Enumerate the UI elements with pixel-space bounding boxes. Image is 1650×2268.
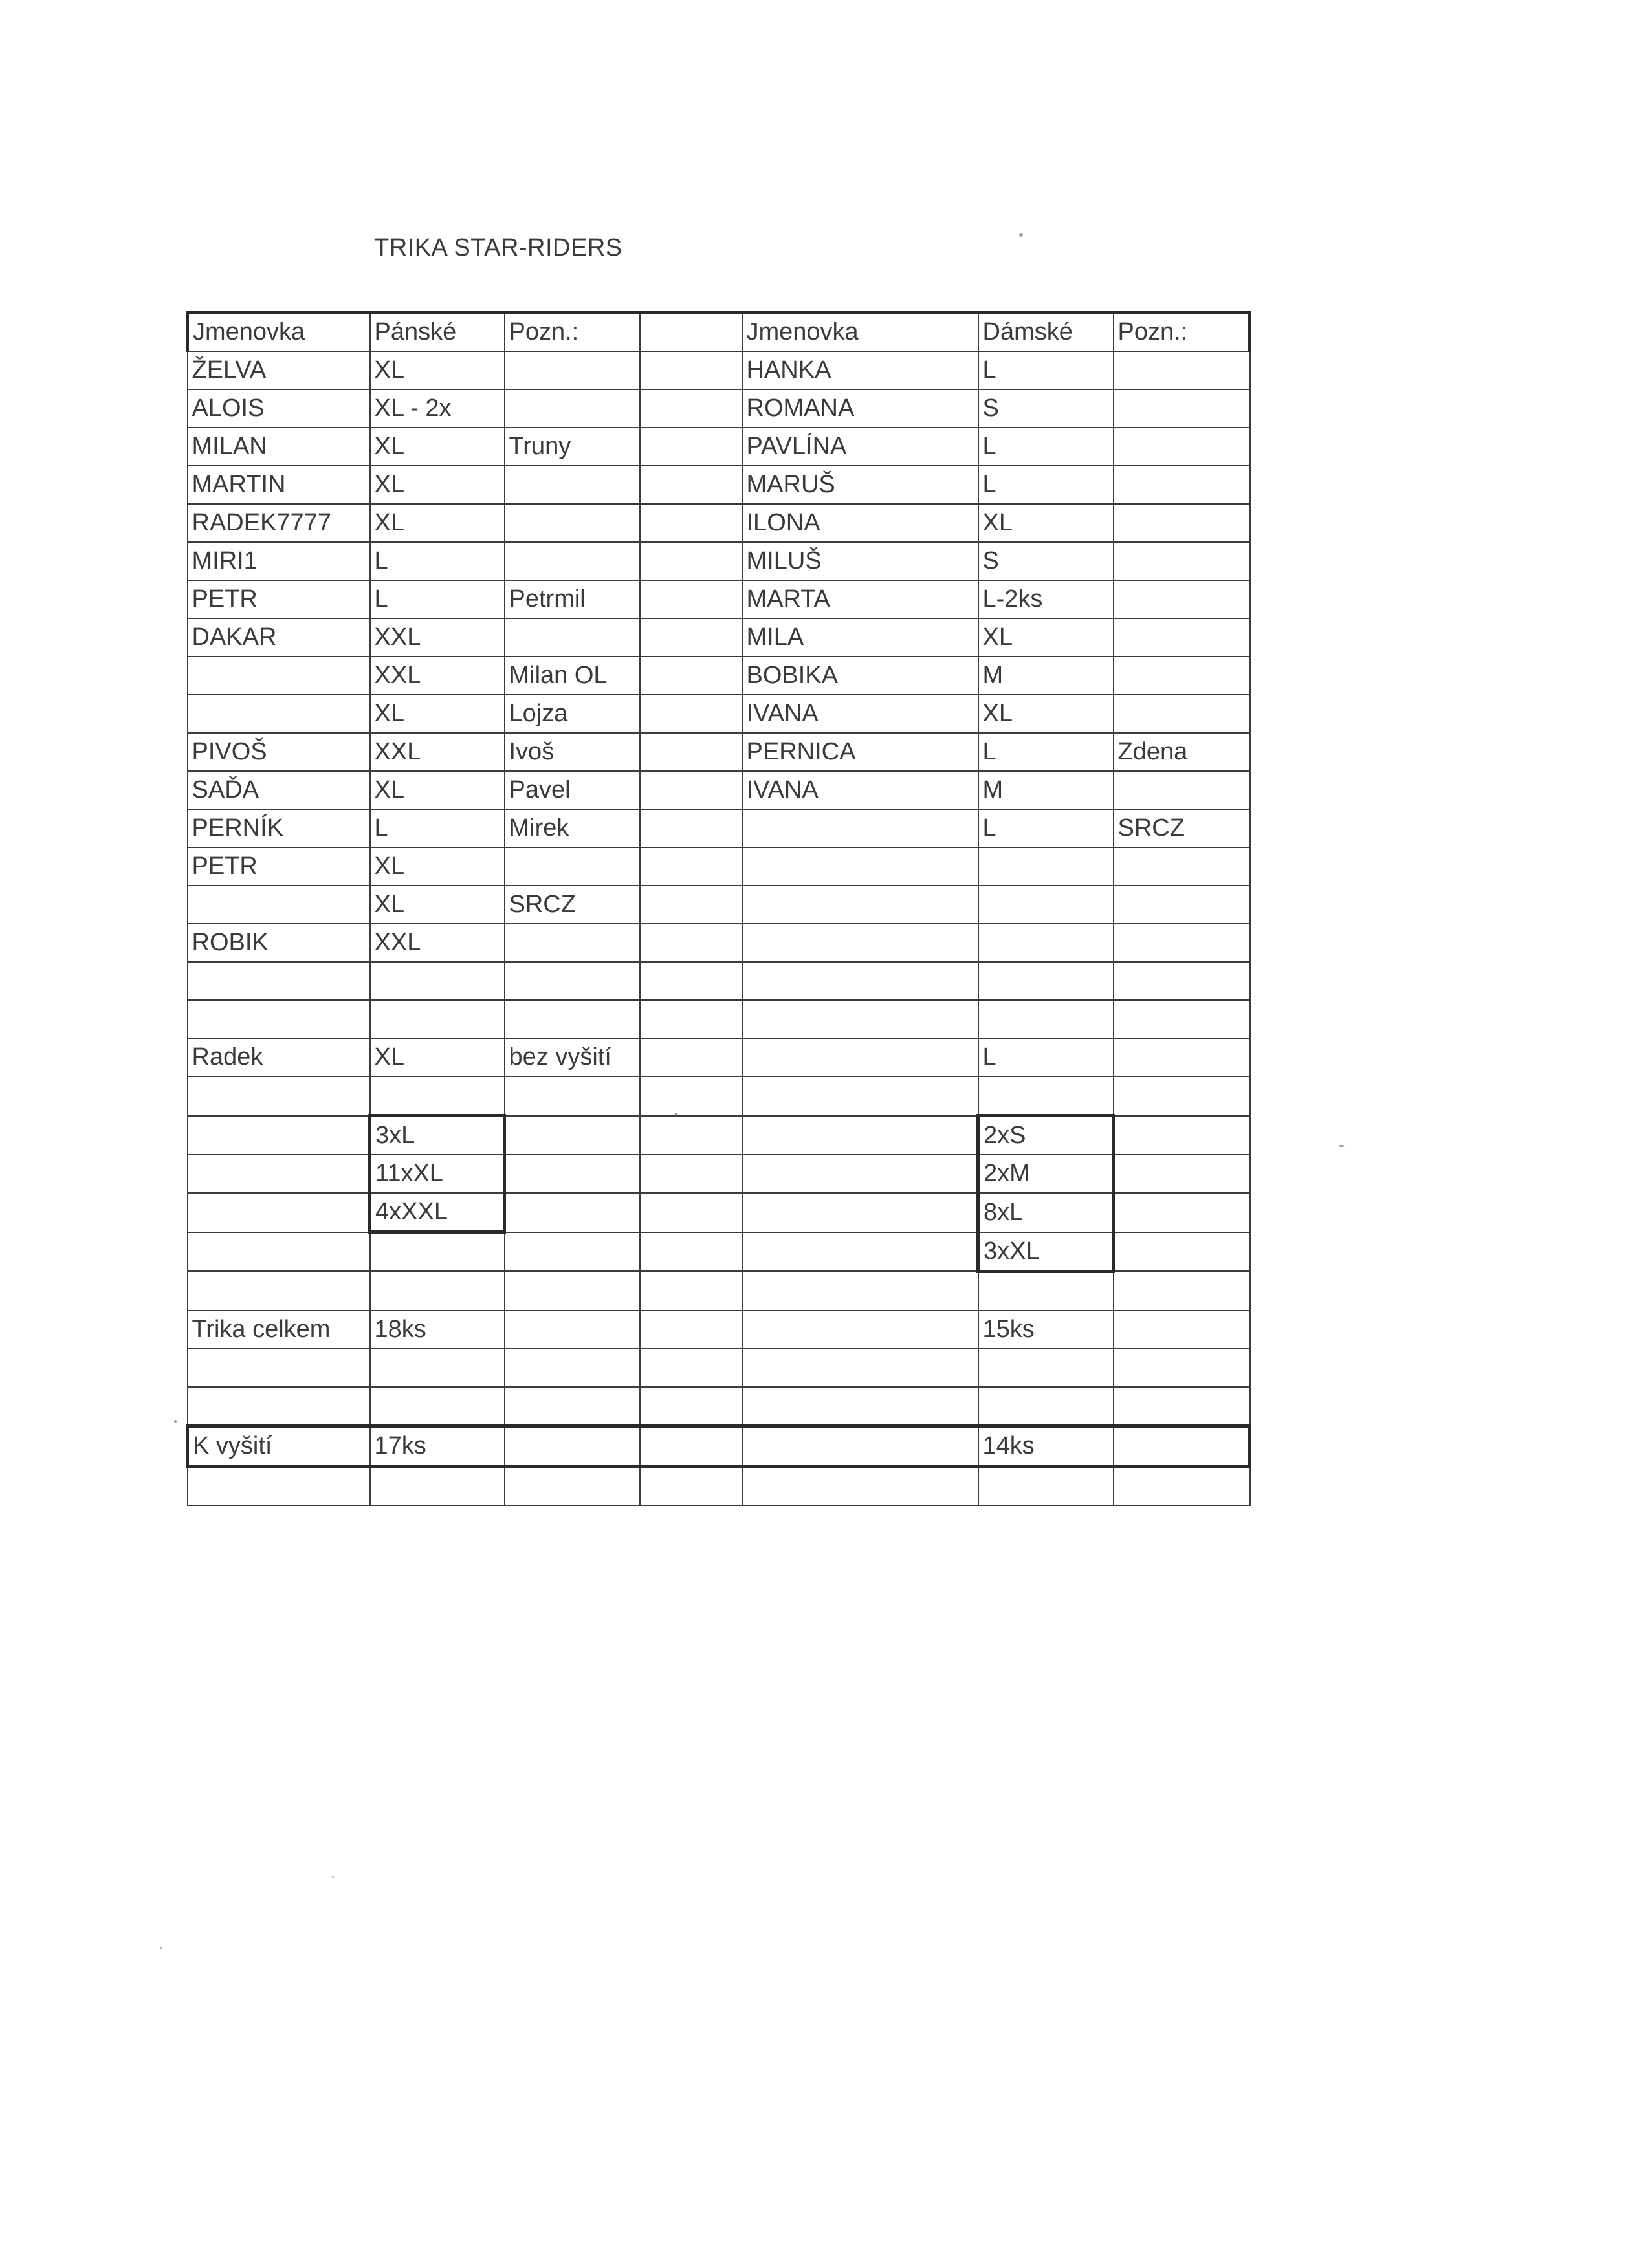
table-row xyxy=(188,542,1250,580)
table-cell xyxy=(505,1076,640,1116)
table-cell xyxy=(188,1193,370,1232)
table-cell xyxy=(640,886,742,924)
table-cell xyxy=(640,351,742,389)
table-cell xyxy=(188,1116,370,1155)
table-cell xyxy=(505,618,640,657)
header-cell: Dámské xyxy=(978,312,1114,352)
table-cell xyxy=(742,1349,978,1387)
table-cell xyxy=(978,1466,1114,1505)
table-cell xyxy=(640,1349,742,1387)
header-cell: Jmenovka xyxy=(188,312,370,352)
table-cell: XXL xyxy=(370,618,505,657)
table-cell xyxy=(640,962,742,1000)
table-cell: DAKAR xyxy=(188,618,370,657)
table-cell xyxy=(505,1349,640,1387)
table-cell: S xyxy=(978,542,1114,580)
table-cell xyxy=(188,962,370,1000)
table-cell: 2xS xyxy=(978,1116,1114,1155)
table-cell xyxy=(640,1311,742,1349)
table-cell xyxy=(742,886,978,924)
table-cell xyxy=(742,1232,978,1272)
table-cell xyxy=(742,1038,978,1076)
table-row xyxy=(188,1271,1250,1311)
table-row xyxy=(188,1000,1250,1038)
table-cell xyxy=(640,771,742,809)
table-cell: XL xyxy=(978,695,1114,733)
table-cell xyxy=(978,1000,1114,1038)
table-cell xyxy=(505,466,640,504)
table-cell xyxy=(640,1387,742,1426)
table-cell: K vyšití xyxy=(188,1426,370,1466)
table-cell: XL xyxy=(978,618,1114,657)
table-cell xyxy=(1114,1193,1250,1232)
table-cell: MARTA xyxy=(742,580,978,618)
table-cell xyxy=(640,809,742,847)
table-row xyxy=(188,1193,1250,1232)
table-cell xyxy=(1114,771,1250,809)
table-cell xyxy=(1114,351,1250,389)
header-cell xyxy=(640,312,742,352)
table-cell xyxy=(370,1000,505,1038)
table-row xyxy=(188,1116,1250,1155)
table-row xyxy=(188,504,1250,542)
table-cell: L xyxy=(370,809,505,847)
table-cell xyxy=(640,847,742,886)
table-cell xyxy=(1114,886,1250,924)
table-cell xyxy=(640,1038,742,1076)
table-cell xyxy=(370,1349,505,1387)
table-cell xyxy=(505,1466,640,1505)
table-cell: L xyxy=(978,466,1114,504)
table-cell: XXL xyxy=(370,657,505,695)
table-cell xyxy=(640,389,742,428)
table-cell xyxy=(1114,1311,1250,1349)
table-cell: XL xyxy=(370,428,505,466)
table-cell xyxy=(742,1426,978,1466)
table-row xyxy=(188,1232,1250,1272)
table-cell xyxy=(978,886,1114,924)
table-cell: Petrmil xyxy=(505,580,640,618)
table-cell xyxy=(505,1387,640,1426)
table-cell: ILONA xyxy=(742,504,978,542)
table-cell xyxy=(978,924,1114,962)
table-cell xyxy=(640,504,742,542)
table-cell xyxy=(742,1387,978,1426)
table-cell xyxy=(978,962,1114,1000)
table-cell: XL xyxy=(370,886,505,924)
table-cell xyxy=(1114,1426,1250,1466)
header-cell: Pánské xyxy=(370,312,505,352)
table-cell xyxy=(505,1271,640,1311)
table-cell: XL xyxy=(370,771,505,809)
table-cell xyxy=(370,1387,505,1426)
table-cell xyxy=(1114,466,1250,504)
table-cell: Zdena xyxy=(1114,733,1250,771)
table-cell: PETR xyxy=(188,580,370,618)
table-cell: L xyxy=(978,733,1114,771)
table-cell xyxy=(505,1116,640,1155)
table-cell: M xyxy=(978,771,1114,809)
table-cell xyxy=(1114,618,1250,657)
table-cell xyxy=(742,924,978,962)
table-cell xyxy=(640,1193,742,1232)
table-cell: MILUŠ xyxy=(742,542,978,580)
table-cell xyxy=(505,962,640,1000)
table-row xyxy=(188,1426,1250,1466)
table-cell: XXL xyxy=(370,924,505,962)
table-cell: Trika celkem xyxy=(188,1311,370,1349)
table-cell xyxy=(188,1155,370,1193)
table-cell xyxy=(640,542,742,580)
table-cell xyxy=(742,962,978,1000)
table-cell: Truny xyxy=(505,428,640,466)
scan-speck xyxy=(332,1876,334,1878)
table-cell: MILA xyxy=(742,618,978,657)
table-row xyxy=(188,618,1250,657)
table-cell xyxy=(505,1426,640,1466)
table-cell xyxy=(640,1466,742,1505)
table-cell xyxy=(505,924,640,962)
table-cell: PETR xyxy=(188,847,370,886)
table-cell xyxy=(188,1232,370,1272)
scan-speck xyxy=(1019,233,1023,237)
table-cell xyxy=(188,1000,370,1038)
table-cell xyxy=(370,962,505,1000)
table-cell xyxy=(742,847,978,886)
table-cell: IVANA xyxy=(742,695,978,733)
table-cell: L-2ks xyxy=(978,580,1114,618)
table-cell xyxy=(640,1000,742,1038)
table-cell: ROBIK xyxy=(188,924,370,962)
table-cell xyxy=(978,1349,1114,1387)
table-cell xyxy=(640,657,742,695)
table-cell xyxy=(505,1000,640,1038)
table-cell xyxy=(1114,542,1250,580)
table-row xyxy=(188,1311,1250,1349)
table-cell: MIRI1 xyxy=(188,542,370,580)
table-row xyxy=(188,733,1250,771)
table-cell xyxy=(640,1426,742,1466)
table-cell: SAĎA xyxy=(188,771,370,809)
table-cell: PIVOŠ xyxy=(188,733,370,771)
header-cell: Pozn.: xyxy=(1114,312,1250,352)
table-cell: MARTIN xyxy=(188,466,370,504)
table-cell: 14ks xyxy=(978,1426,1114,1466)
table-cell xyxy=(640,1232,742,1272)
table-cell: XXL xyxy=(370,733,505,771)
table-cell xyxy=(1114,695,1250,733)
table-cell xyxy=(640,1076,742,1116)
table-cell xyxy=(370,1466,505,1505)
table-cell xyxy=(978,1387,1114,1426)
table-row xyxy=(188,580,1250,618)
table-cell xyxy=(640,695,742,733)
table-cell: 3xL xyxy=(370,1116,505,1155)
table-cell xyxy=(505,389,640,428)
scan-speck xyxy=(160,1947,162,1949)
table-cell xyxy=(188,1466,370,1505)
table-cell xyxy=(742,1466,978,1505)
page-title: TRIKA STAR-RIDERS xyxy=(374,234,622,261)
table-cell xyxy=(1114,1076,1250,1116)
table-cell: Ivoš xyxy=(505,733,640,771)
table-cell xyxy=(505,1232,640,1272)
scan-speck xyxy=(675,1113,677,1115)
table-cell xyxy=(505,504,640,542)
table-cell xyxy=(978,847,1114,886)
table-cell xyxy=(742,1116,978,1155)
table-cell: XL xyxy=(370,1038,505,1076)
table-cell xyxy=(1114,504,1250,542)
table-cell: M xyxy=(978,657,1114,695)
table-cell: 4xXXL xyxy=(370,1193,505,1232)
table-row xyxy=(188,695,1250,733)
table-cell xyxy=(1114,1466,1250,1505)
table-cell: IVANA xyxy=(742,771,978,809)
table-row xyxy=(188,351,1250,389)
table-cell xyxy=(188,1387,370,1426)
table-cell xyxy=(505,351,640,389)
table-cell: SRCZ xyxy=(505,886,640,924)
table-cell xyxy=(1114,847,1250,886)
table-cell: XL xyxy=(978,504,1114,542)
table-cell xyxy=(640,1155,742,1193)
table-cell xyxy=(1114,657,1250,695)
table-cell xyxy=(188,1349,370,1387)
table-cell xyxy=(742,1000,978,1038)
table-cell: 3xXL xyxy=(978,1232,1114,1272)
table-cell: L xyxy=(978,428,1114,466)
scan-speck xyxy=(174,1420,177,1423)
table-cell xyxy=(1114,1271,1250,1311)
table-cell: XL - 2x xyxy=(370,389,505,428)
table-row xyxy=(188,847,1250,886)
table-cell: Pavel xyxy=(505,771,640,809)
table-cell xyxy=(640,924,742,962)
table-cell: ŽELVA xyxy=(188,351,370,389)
table-cell xyxy=(188,1076,370,1116)
table-cell xyxy=(742,1271,978,1311)
scan-speck xyxy=(1338,1145,1345,1147)
table-cell xyxy=(370,1232,505,1272)
table-cell xyxy=(505,1155,640,1193)
table-cell xyxy=(188,695,370,733)
table-cell: Radek xyxy=(188,1038,370,1076)
table-cell: S xyxy=(978,389,1114,428)
table-cell xyxy=(640,428,742,466)
table-cell: Mirek xyxy=(505,809,640,847)
table-cell xyxy=(505,1311,640,1349)
table-cell: PERNÍK xyxy=(188,809,370,847)
table-header-row xyxy=(188,312,1250,352)
table-cell xyxy=(742,809,978,847)
table-cell: Lojza xyxy=(505,695,640,733)
table-row xyxy=(188,1387,1250,1426)
shirt-order-table xyxy=(186,311,1251,1506)
table-row xyxy=(188,1349,1250,1387)
table-cell xyxy=(1114,924,1250,962)
table-row xyxy=(188,1155,1250,1193)
table-cell: RADEK7777 xyxy=(188,504,370,542)
table-cell: XL xyxy=(370,695,505,733)
table-row xyxy=(188,771,1250,809)
table-cell xyxy=(1114,389,1250,428)
table-row xyxy=(188,924,1250,962)
table-cell: XL xyxy=(370,466,505,504)
table-cell: L xyxy=(978,351,1114,389)
table-cell: 11xXL xyxy=(370,1155,505,1193)
table-cell xyxy=(1114,580,1250,618)
table-cell xyxy=(1114,428,1250,466)
table-cell: 2xM xyxy=(978,1155,1114,1193)
table-cell: L xyxy=(370,542,505,580)
table-cell xyxy=(505,542,640,580)
table-cell xyxy=(640,1271,742,1311)
table-row xyxy=(188,389,1250,428)
table-cell: MARUŠ xyxy=(742,466,978,504)
table-cell xyxy=(742,1155,978,1193)
table-cell xyxy=(1114,1038,1250,1076)
table-cell: MILAN xyxy=(188,428,370,466)
table-row xyxy=(188,428,1250,466)
header-cell: Pozn.: xyxy=(505,312,640,352)
table-cell xyxy=(505,1193,640,1232)
table-row xyxy=(188,1076,1250,1116)
table-cell: XL xyxy=(370,504,505,542)
table-cell xyxy=(978,1271,1114,1311)
table-cell xyxy=(1114,962,1250,1000)
table-cell xyxy=(978,1076,1114,1116)
table-row xyxy=(188,657,1250,695)
table-row xyxy=(188,1038,1250,1076)
table-cell xyxy=(640,733,742,771)
table-cell: 15ks xyxy=(978,1311,1114,1349)
table-cell xyxy=(370,1271,505,1311)
table-cell: PERNICA xyxy=(742,733,978,771)
table-cell: ROMANA xyxy=(742,389,978,428)
table-cell: 8xL xyxy=(978,1193,1114,1232)
table-cell: 17ks xyxy=(370,1426,505,1466)
table-cell: ALOIS xyxy=(188,389,370,428)
table-cell xyxy=(742,1311,978,1349)
table-cell: L xyxy=(978,809,1114,847)
table-cell xyxy=(370,1076,505,1116)
table-cell: SRCZ xyxy=(1114,809,1250,847)
table-row xyxy=(188,962,1250,1000)
table-cell xyxy=(1114,1155,1250,1193)
table-cell xyxy=(188,657,370,695)
table-cell xyxy=(1114,1387,1250,1426)
table-row xyxy=(188,886,1250,924)
table-cell xyxy=(1114,1000,1250,1038)
table-cell xyxy=(1114,1349,1250,1387)
table-cell: 18ks xyxy=(370,1311,505,1349)
table-cell: XL xyxy=(370,351,505,389)
table-cell: PAVLÍNA xyxy=(742,428,978,466)
table-cell xyxy=(742,1193,978,1232)
table-cell xyxy=(188,886,370,924)
table-cell: L xyxy=(978,1038,1114,1076)
table-cell: BOBIKA xyxy=(742,657,978,695)
table-cell xyxy=(1114,1232,1250,1272)
table-cell xyxy=(188,1271,370,1311)
table-cell xyxy=(1114,1116,1250,1155)
table-row xyxy=(188,809,1250,847)
table-cell: L xyxy=(370,580,505,618)
table-cell xyxy=(640,1116,742,1155)
table-cell xyxy=(505,847,640,886)
table-cell: HANKA xyxy=(742,351,978,389)
table-cell: XL xyxy=(370,847,505,886)
table-cell: bez vyšití xyxy=(505,1038,640,1076)
table-cell xyxy=(640,580,742,618)
table-row xyxy=(188,1466,1250,1505)
table-cell: Milan OL xyxy=(505,657,640,695)
table-cell xyxy=(640,466,742,504)
table-cell xyxy=(640,618,742,657)
table-row xyxy=(188,466,1250,504)
table-cell xyxy=(742,1076,978,1116)
header-cell: Jmenovka xyxy=(742,312,978,352)
